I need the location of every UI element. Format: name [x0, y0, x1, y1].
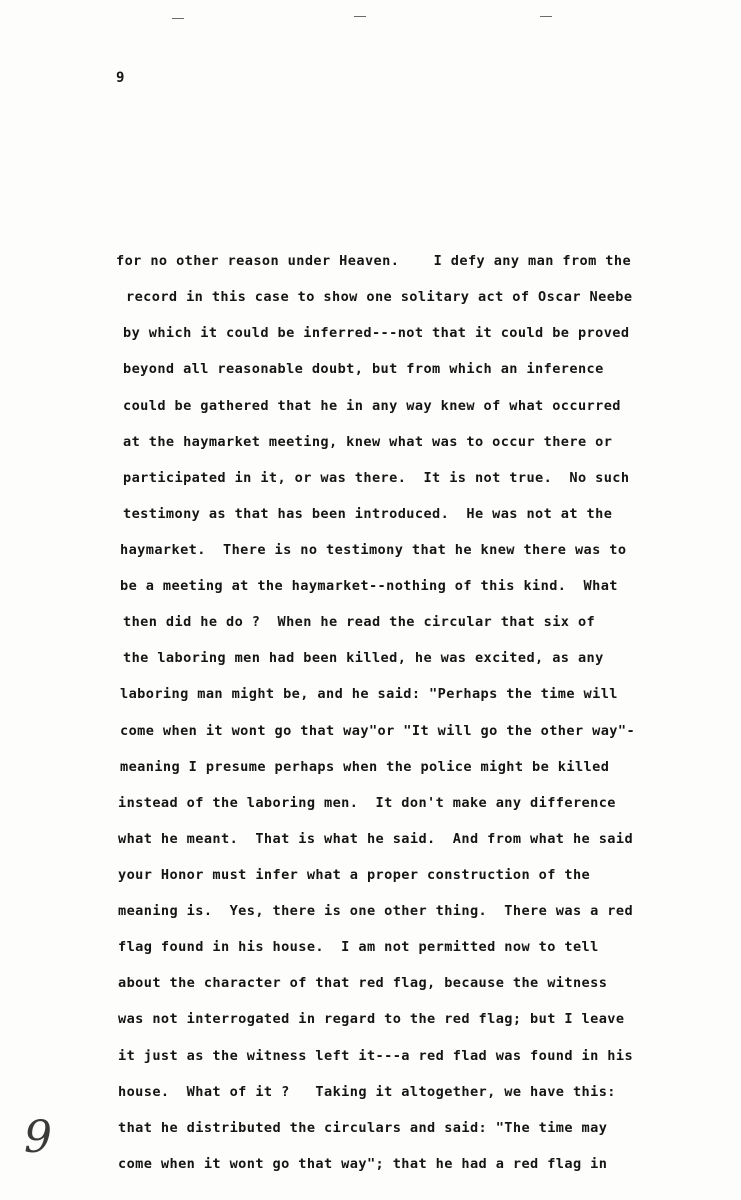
top-speck-left — [172, 18, 184, 19]
text-line: then did he do ? When he read the circular that six of — [123, 614, 596, 630]
handwritten-page-number: 9 — [24, 1112, 52, 1163]
text-line: come when it wont go that way"or "It will go the other way"- — [120, 723, 636, 739]
text-line: participated in it, or was there. It is not true. No such — [123, 470, 630, 486]
page-number: 9 — [116, 70, 125, 86]
text-line: meaning I presume perhaps when the police might be killed — [120, 759, 610, 775]
text-line: by which it could be inferred---not that it could be proved — [123, 325, 630, 341]
top-speck-center — [354, 16, 366, 17]
text-line: come when it wont go that way"; that he had a red flag in — [118, 1156, 608, 1172]
text-line: testimony as that has been introduced. He was not at the — [123, 506, 613, 522]
text-line: at the haymarket meeting, knew what was to occur there or — [123, 434, 613, 450]
text-line: about the character of that red flag, because the witness — [118, 975, 608, 991]
text-line: beyond all reasonable doubt, but from which an inference — [123, 361, 604, 377]
text-line: house. What of it ? Taking it altogether, we have this: — [118, 1084, 616, 1100]
top-speck-right — [540, 16, 552, 17]
text-line: record in this case to show one solitary act of Oscar Neebe — [126, 289, 633, 305]
text-line: meaning is. Yes, there is one other thing. There was a red — [118, 903, 634, 919]
text-line: instead of the laboring men. It don't make any difference — [118, 795, 616, 811]
text-line: be a meeting at the haymarket--nothing of this kind. What — [120, 578, 618, 594]
text-line: your Honor must infer what a proper construction of the — [118, 867, 591, 883]
text-line: laboring man might be, and he said: "Perhaps the time will — [120, 686, 618, 702]
text-line: was not interrogated in regard to the red flag; but I leave — [118, 1011, 625, 1027]
text-line: haymarket. There is no testimony that he knew there was to — [120, 542, 627, 558]
text-line: for no other reason under Heaven. I defy any man from the — [116, 253, 632, 269]
text-line: what he meant. That is what he said. And from what he said — [118, 831, 634, 847]
text-line: that he distributed the circulars and said: "The time may — [118, 1120, 608, 1136]
text-line: flag found in his house. I am not permitted now to tell — [118, 939, 599, 955]
text-line: it just as the witness left it---a red flad was found in his — [118, 1048, 634, 1064]
text-line: the laboring men had been killed, he was excited, as any — [123, 650, 604, 666]
text-line: could be gathered that he in any way knew of what occurred — [123, 398, 621, 414]
